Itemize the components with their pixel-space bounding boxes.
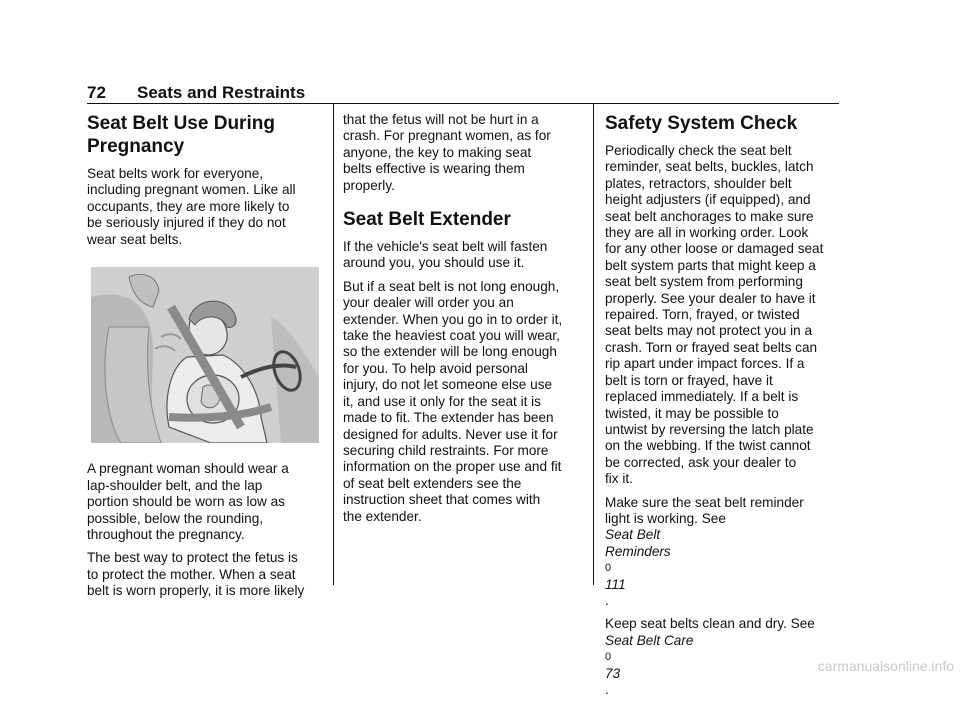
link-seat-belt-reminders[interactable]: Seat Belt (605, 527, 661, 543)
page-number: 72 (87, 83, 106, 102)
column-2 (343, 112, 588, 532)
page-reference[interactable]: 73 (605, 665, 621, 681)
column-1 (87, 112, 327, 607)
link-seat-belt-care[interactable]: Seat Belt Care (605, 632, 694, 648)
paragraph: Keep seat belts clean and dry. See Seat Belt Care 0 73 . (605, 616, 841, 698)
link-seat-belt-reminders-cont[interactable]: Reminders (605, 543, 671, 559)
column-divider-1 (333, 104, 334, 585)
paragraph: Make sure the seat belt reminder light is working. See Seat Belt Reminders 0 111 . (605, 495, 841, 610)
page-ref-arrow-icon: 0 (605, 562, 612, 575)
heading-seat-belt-extender: Seat Belt Extender (343, 209, 511, 231)
paragraph: If the vehicle's seat belt will fasten around you, you should use it. (343, 239, 548, 271)
header-rule (87, 103, 839, 104)
paragraph: A pregnant woman should wear a lap-shoulder belt, and the lap portion should be worn as low as possible, below the rounding, throughout the pregnancy. (87, 461, 289, 543)
page-header (87, 83, 839, 105)
paragraph: Seat belts work for everyone, including pregnant women. Like all occupants, they are more likely to be seriously injured if they do not wear seat belts. (87, 166, 296, 247)
heading-seat-belt-pregnancy: Seat Belt Use During Pregnancy (87, 113, 275, 157)
column-divider-2 (593, 104, 594, 585)
heading-safety-system-check: Safety System Check (605, 113, 798, 134)
paragraph: that the fetus will not be hurt in a crash. For pregnant women, as for anyone, the key to making seat belts effective is wearing them properly. (343, 112, 551, 193)
paragraph: But if a seat belt is not long enough, your dealer will order you an extender. When you go in to order it, take the heaviest coat you will wear, so the extender will be long enough for you. To help avoid personal injury, do not let someone else use it, and use it only for the seat it is made to fit. The extender has been designed for adults. Never use it for securing child restraints. For more information on the proper use and fit of seat belt extenders see the instruction sheet that comes with the extender. (343, 278, 563, 524)
page-reference[interactable]: 111 (605, 576, 626, 592)
column-3 (605, 112, 841, 705)
pregnant-woman-seatbelt-illustration (91, 267, 319, 443)
watermark: carmanualsonline.info (817, 658, 954, 674)
paragraph: Periodically check the seat belt reminder, seat belts, buckles, latch plates, retractors, shoulder belt height adjusters (if equipped), and seat belt anchorages to make sure they are all in working order. Look for any other loose or damaged seat belt system parts that might keep a seat belt system from performing properly. See your dealer to have it repaired. Torn, frayed, or twisted seat belts may not protect you in a crash. Torn or frayed seat belts can rip apart under impact forces. If a belt is torn or frayed, have it replaced immediately. If a belt is twisted, it may be possible to untwist by reversing the latch plate on the webbing. If the twist cannot be corrected, ask your dealer to fix it. (605, 143, 824, 487)
paragraph: The best way to protect the fetus is to protect the mother. When a seat belt is worn properly, it is more likely (87, 550, 305, 599)
section-title: Seats and Restraints (137, 83, 306, 102)
page-ref-arrow-icon: 0 (605, 651, 612, 664)
